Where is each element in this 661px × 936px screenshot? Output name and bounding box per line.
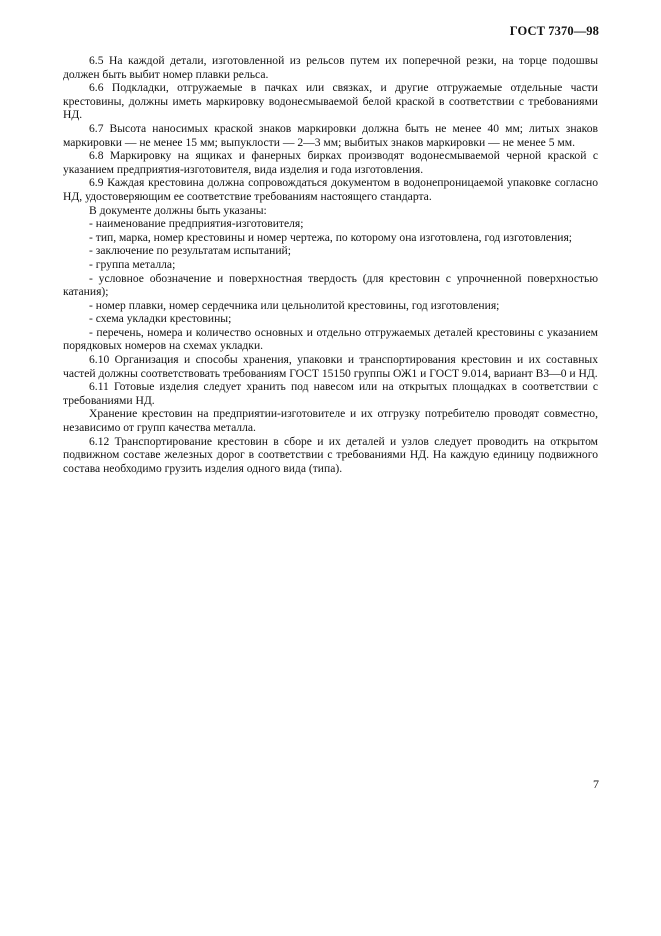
document-code-header: ГОСТ 7370—98	[509, 24, 599, 38]
document-contents-intro: В документе должны быть указаны:	[89, 203, 267, 217]
clause-6-8: 6.8 Маркировку на ящиках и фанерных бирках производят водонесмываемой черной краской с указанием предприятия-изготовителя, вида изделия и года изготовления.	[63, 149, 598, 176]
list-item: - схема укладки крестовины;	[89, 312, 232, 326]
list-item: - наименование предприятия-изготовителя;	[89, 217, 304, 231]
clause-6-10: 6.10 Организация и способы хранения, упаковки и транспортирования крестовин и их составных частей должны соответствовать требованиям ГОСТ 15150 группы ОЖ1 и ГОСТ 9.014, вариант ВЗ—0 и НД.	[63, 353, 598, 380]
clause-6-5: 6.5 На каждой детали, изготовленной из рельсов путем их поперечной резки, на торце подошвы должен быть выбит номер плавки рельса.	[63, 54, 598, 81]
list-item: - группа металла;	[89, 257, 176, 271]
list-item: - тип, марка, номер крестовины и номер чертежа, по которому она изготовлена, год изготовления;	[89, 230, 573, 244]
clause-6-11: 6.11 Готовые изделия следует хранить под навесом или на открытых площадках в соответствии с требованиями НД.	[63, 380, 598, 407]
clause-6-9: 6.9 Каждая крестовина должна сопровождаться документом в водонепроницаемой упаковке согласно НД, удостоверяющим ее соответствие требованиям настоящего стандарта.	[63, 176, 598, 203]
list-item: - номер плавки, номер сердечника или цельнолитой крестовины, год изготовления;	[89, 298, 500, 312]
clause-6-6: 6.6 Подкладки, отгружаемые в пачках или связках, и другие отгружаемые отдельные части крестовины, должны иметь маркировку водонесмываемой белой краской в соответствии с требованиями НД.	[63, 81, 598, 122]
page-number: 7	[593, 777, 599, 791]
list-item: - перечень, номера и количество основных и отдельно отгружаемых деталей крестовины с указанием порядковых номеров на схемах укладки.	[63, 325, 598, 353]
list-item: - условное обозначение и поверхностная твердость (для крестовин с упрочненной поверхностью катания);	[63, 271, 598, 299]
storage-paragraph: Хранение крестовин на предприятии-изготовителе и их отгрузку потребителю проводят совместно, независимо от групп качества металла.	[63, 407, 598, 435]
list-item: - заключение по результатам испытаний;	[89, 244, 291, 258]
document-body	[63, 54, 598, 475]
clause-6-12: 6.12 Транспортирование крестовин в сборе и их деталей и узлов следует проводить на открытом подвижном составе железных дорог в соответствии с требованиями НД. На каждую единицу подвижного состава необходимо грузить изделия одного вида (типа).	[63, 434, 598, 475]
clause-6-7: 6.7 Высота наносимых краской знаков маркировки должна быть не менее 40 мм; литых знаков маркировки — не менее 15 мм; выпуклости — 2—3 мм; выбитых знаков маркировки — не менее 5 мм.	[63, 121, 598, 149]
